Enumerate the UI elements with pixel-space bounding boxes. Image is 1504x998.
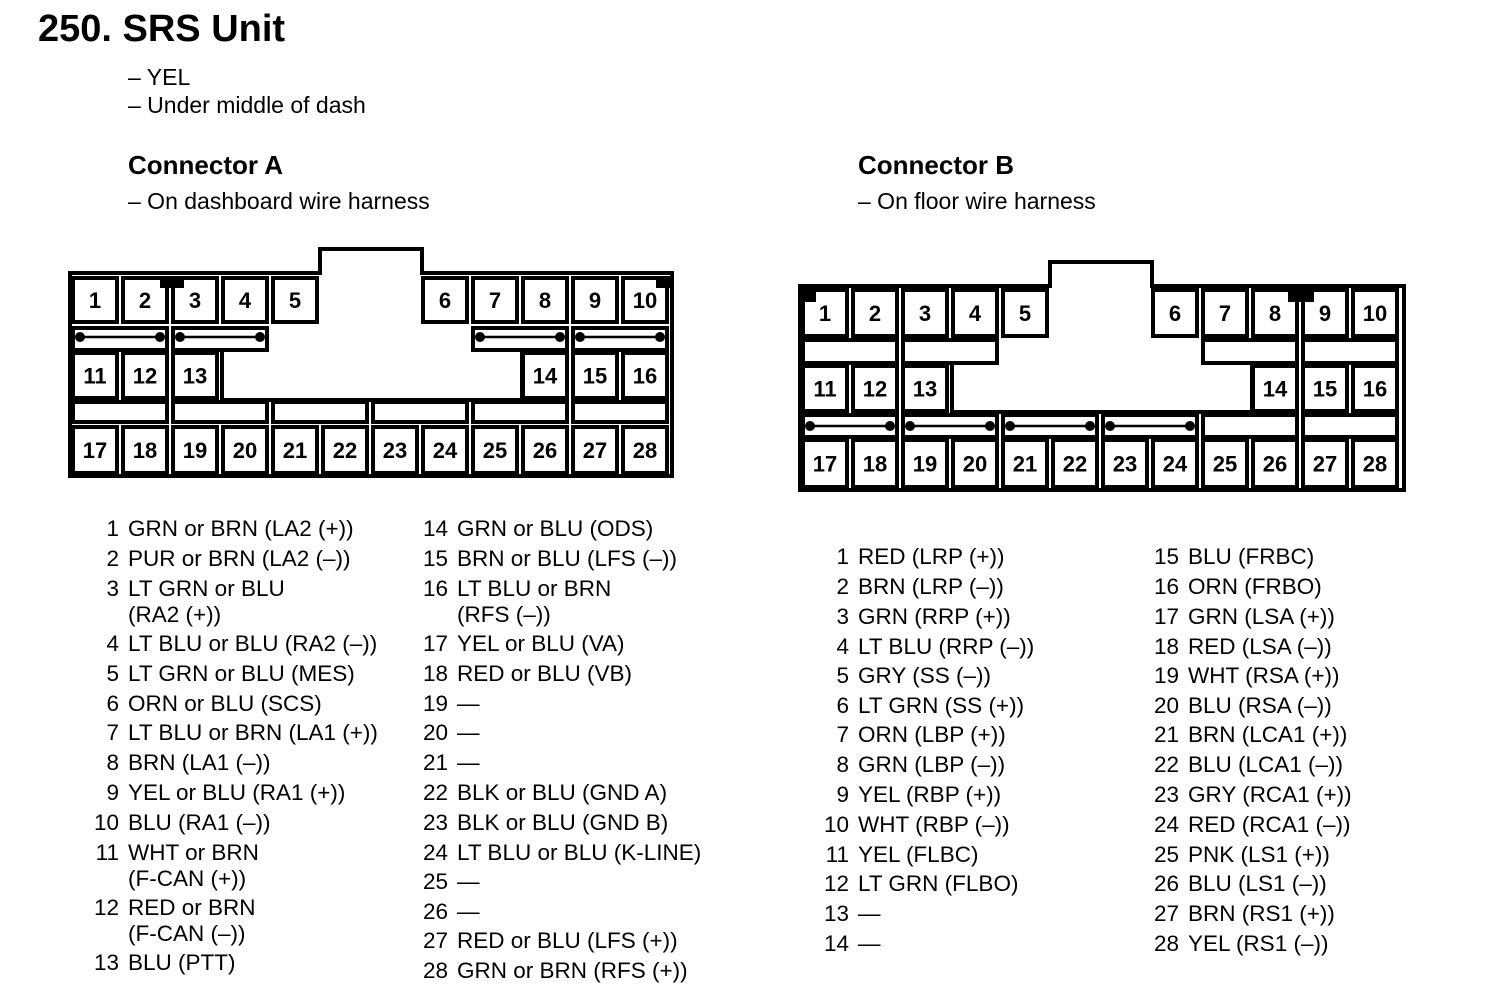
connector-a-slot [273,402,367,422]
pin-number: 20 [422,720,448,745]
pin-number: 2 [106,546,119,571]
connector-b-shorting-bar-dot [1105,421,1115,431]
connector-a-pin-13-label: 13 [182,363,208,389]
pin-number: 16 [422,576,448,601]
pin-wire-description: — [457,720,480,745]
pin-number: 2 [836,574,849,599]
connector-b-shorting-bar-dot [1085,421,1095,431]
pin-number: 28 [422,958,448,983]
connector-b-pin-18-label: 18 [862,451,888,477]
connector-a-title: Connector A [128,150,284,180]
connector-a-pin-19-label: 19 [182,438,208,463]
pin-wire-description: WHT (RBP (–)) [858,812,1010,837]
connector-b-pin-17-label: 17 [812,451,838,477]
pin-wire-description: BLU (LS1 (–)) [1188,871,1327,896]
pin-number: 26 [1153,871,1179,896]
pin-number: 20 [1153,693,1179,718]
pin-wire-description: BLK or BLU (GND B) [457,810,669,835]
connector-a-note: – On dashboard wire harness [128,188,430,214]
pin-number: 22 [422,780,448,805]
connector-a-pin-26-label: 26 [532,438,558,463]
pin-number: 19 [1153,663,1179,688]
pin-number: 9 [106,780,119,805]
connector-a-pin-5-label: 5 [288,288,302,313]
pin-wire-description: ORN (FRBO) [1188,574,1322,599]
connector-b-pin-10-label: 10 [1362,301,1388,326]
page-title: 250. SRS Unit [38,8,286,50]
connector-b-title: Connector B [858,150,1014,180]
pin-wire-description: LT BLU or BLU (K-LINE) [457,840,702,865]
pin-wire-description: YEL (RS1 (–)) [1188,931,1329,956]
pin-wire-description: GRN or BRN (LA2 (+)) [128,516,354,541]
pin-number: 7 [106,720,119,745]
pin-number: 21 [422,750,448,775]
connector-a-pin-8-label: 8 [538,288,552,313]
connector-b-pin-13-label: 13 [912,376,938,402]
connector-b-pin-3-label: 3 [918,301,932,326]
pin-wire-description: BRN (LA1 (–)) [128,750,271,775]
pin-number: 25 [1153,842,1179,867]
connector-b-slot [1303,415,1397,437]
pin-number: 10 [93,810,119,835]
connector-a-slot [473,328,567,350]
connector-a-pin-23-label: 23 [382,438,408,463]
pin-number: 9 [836,782,849,807]
connector-b-pin-8-label: 8 [1268,301,1282,326]
pin-wire-description: BRN or BLU (LFS (–)) [457,546,678,571]
unit-color-note: – YEL [128,64,191,90]
pin-number: 16 [1153,574,1179,599]
connector-b-pin-14-label: 14 [1262,376,1288,402]
connector-b-pin-20-label: 20 [962,451,988,477]
connector-a-pin-24-label: 24 [432,438,458,463]
connector-b-shorting-bar-dot [805,421,815,431]
connector-b-shorting-bar-dot [885,421,895,431]
pin-wire-description: LT GRN (SS (+)) [858,693,1025,718]
connector-b-pin-25-label: 25 [1212,451,1238,477]
pin-number: 15 [422,546,448,571]
unit-location-note: – Under middle of dash [128,92,366,118]
pin-number: 24 [1153,812,1179,837]
pin-number: 13 [823,901,849,926]
pin-wire-description: — [457,869,480,894]
connector-a-pin-10-label: 10 [632,288,658,313]
pin-wire-description: GRY (RCA1 (+)) [1188,782,1352,807]
pin-number: 4 [836,634,849,659]
pin-number: 23 [422,810,448,835]
connector-a-shorting-bar-dot [75,332,85,342]
pin-wire-description: GRN or BLU (ODS) [457,516,654,541]
connector-b-pin-7-label: 7 [1218,301,1232,326]
pin-wire-description: BLK or BLU (GND A) [457,780,668,805]
pin-number: 8 [106,750,119,775]
pin-wire-description: ORN or BLU (SCS) [128,691,322,716]
pin-wire-description: RED or BLU (VB) [457,661,633,686]
pin-number: 24 [422,840,448,865]
connector-b-pin-27-label: 27 [1312,451,1338,477]
pin-wire-description: YEL or BLU (VA) [457,631,625,656]
pin-number: 7 [836,722,849,747]
pin-number: 27 [422,928,448,953]
connector-a-slot [173,328,267,350]
pin-number: 19 [422,691,448,716]
pin-wire-description: GRN (LSA (+)) [1188,604,1335,629]
connector-a-pin-15-label: 15 [582,363,608,389]
connector-a-pin-11-label: 11 [83,363,107,389]
pin-number: 13 [93,950,119,975]
connector-a-pin-4-label: 4 [238,288,252,313]
connector-a-lock-key [656,276,670,288]
pin-number: 5 [836,663,849,688]
pin-number: 17 [422,631,448,656]
connector-a-pin-20-label: 20 [232,438,258,463]
pin-wire-description: WHT or BRN (F-CAN (+)) [128,840,259,891]
connector-a-pin-6-label: 6 [438,288,452,313]
connector-a-pin-1-label: 1 [88,288,102,313]
connector-b-pin-11-label: 11 [813,376,837,402]
connector-b-pin-28-label: 28 [1362,451,1388,477]
pin-wire-description: RED or BLU (LFS (+)) [457,928,678,953]
connector-b-pin-16-label: 16 [1362,376,1388,402]
connector-a-pin-9-label: 9 [588,288,602,313]
pin-number: 26 [422,899,448,924]
connector-b-note: – On floor wire harness [858,188,1096,214]
pin-number: 6 [836,693,849,718]
pin-number: 18 [1153,634,1179,659]
connector-b-pin-4-label: 4 [968,301,982,326]
connector-a-shorting-bar-dot [255,332,265,342]
connector-a-pin-14-label: 14 [532,363,558,389]
connector-a-shorting-bar-dot [175,332,185,342]
pin-wire-description: PUR or BRN (LA2 (–)) [128,546,351,571]
pin-number: 15 [1153,544,1179,569]
pin-number: 12 [823,871,849,896]
pin-wire-description: LT GRN (FLBO) [858,871,1019,896]
pin-wire-description: BRN (LCA1 (+)) [1188,722,1348,747]
connector-b-pin-21-label: 21 [1012,451,1038,477]
connector-a-pin-16-label: 16 [632,363,658,389]
connector-a-pin-17-label: 17 [82,438,108,463]
connector-a-pin-12-label: 12 [132,363,158,389]
connector-b-pin-2-label: 2 [868,301,882,326]
connector-a-pin-25-label: 25 [482,438,508,463]
connector-a-pin-3-label: 3 [188,288,202,313]
pin-number: 11 [825,842,849,867]
pin-number: 28 [1153,931,1179,956]
pin-wire-description: BRN (LRP (–)) [858,574,1004,599]
connector-b-slot [1203,415,1297,437]
pin-wire-description: LT BLU or BRN (LA1 (+)) [128,720,378,745]
connector-a-slot [173,402,267,422]
pin-number: 22 [1153,752,1179,777]
pin-wire-description: YEL (FLBC) [858,842,979,867]
connector-a-lock-key [160,276,184,288]
connector-b-pin-6-label: 6 [1168,301,1182,326]
connector-b-shorting-bar-dot [1005,421,1015,431]
connector-a-pin-27-label: 27 [582,438,608,463]
pin-number: 10 [823,812,849,837]
connector-a-slot [373,402,467,422]
connector-b-pin-5-label: 5 [1018,301,1032,326]
pin-number: 25 [422,869,448,894]
pin-wire-description: BLU (LCA1 (–)) [1188,752,1344,777]
connector-a-pin-18-label: 18 [132,438,158,463]
connector-b-pin-23-label: 23 [1112,451,1138,477]
pin-number: 5 [106,661,119,686]
pin-wire-description: GRN (RRP (+)) [858,604,1011,629]
pin-number: 11 [95,840,119,865]
pin-wire-description: LT GRN or BLU (RA2 (+)) [128,576,285,627]
pin-wire-description: BLU (RA1 (–)) [128,810,271,835]
pin-number: 3 [106,576,119,601]
connector-a-center-void [222,352,522,400]
pin-wire-description: GRN (LBP (–)) [858,752,1006,777]
connector-a-shorting-bar-dot [575,332,585,342]
pin-number: 1 [836,544,849,569]
pin-wire-description: LT GRN or BLU (MES) [128,661,355,686]
connector-a-shorting-bar-dot [655,332,665,342]
pin-wire-description: — [858,931,881,956]
pin-number: 17 [1153,604,1179,629]
pin-number: 4 [106,631,119,656]
pin-number: 23 [1153,782,1179,807]
pin-number: 3 [836,604,849,629]
connector-b-pin-12-label: 12 [862,376,888,402]
pin-wire-description: ORN (LBP (+)) [858,722,1006,747]
connector-b-slot [1303,340,1397,363]
pin-wire-description: BLU (PTT) [128,950,236,975]
pin-wire-description: LT BLU or BRN (RFS (–)) [457,576,612,627]
pin-wire-description: RED (LSA (–)) [1188,634,1332,659]
connector-a-pin-21-label: 21 [282,438,308,463]
connector-a-shorting-bar-dot [475,332,485,342]
connector-a-pin-28-label: 28 [632,438,658,463]
pin-wire-description: BLU (RSA (–)) [1188,693,1332,718]
pin-number: 14 [422,516,448,541]
pin-wire-description: RED (RCA1 (–)) [1188,812,1351,837]
connector-b-pin-26-label: 26 [1262,451,1288,477]
pin-number: 21 [1153,722,1179,747]
connector-a-slot [473,402,567,422]
pin-wire-description: GRN or BRN (RFS (+)) [457,958,688,983]
connector-a-pin-22-label: 22 [332,438,358,463]
pin-number: 18 [422,661,448,686]
connector-a-slot [573,328,667,350]
pin-wire-description: RED or BRN (F-CAN (–)) [128,895,256,946]
pin-wire-description: — [457,691,480,716]
pin-wire-description: WHT (RSA (+)) [1188,663,1340,688]
pin-wire-description: — [858,901,881,926]
connector-b-shorting-bar-dot [905,421,915,431]
pin-number: 27 [1153,901,1179,926]
connector-b-pin-24-label: 24 [1162,451,1188,477]
pin-wire-description: BRN (RS1 (+)) [1188,901,1335,926]
connector-b-pin-19-label: 19 [912,451,938,477]
pin-wire-description: — [457,750,480,775]
connector-b-pin-15-label: 15 [1312,376,1338,402]
pin-wire-description: YEL (RBP (+)) [858,782,1002,807]
pin-wire-description: — [457,899,480,924]
connector-a-pin-7-label: 7 [488,288,502,313]
connector-b-pin-9-label: 9 [1318,301,1332,326]
connector-a-slot [73,328,167,350]
connector-b-lock-key [800,288,816,302]
connector-b-slot [903,340,997,363]
connector-b-pin-1-label: 1 [818,301,832,326]
pin-wire-description: RED (LRP (+)) [858,544,1005,569]
connector-b-shorting-bar-dot [985,421,995,431]
pin-number: 1 [106,516,119,541]
pin-wire-description: LT BLU or BLU (RA2 (–)) [128,631,378,656]
connector-b-lock-key [1288,288,1314,302]
pin-number: 6 [106,691,119,716]
connector-a-shorting-bar-dot [155,332,165,342]
connector-a-slot [573,402,667,422]
pin-wire-description: PNK (LS1 (+)) [1188,842,1330,867]
connector-b-slot [803,340,897,363]
pin-number: 8 [836,752,849,777]
connector-b-slot [1203,340,1297,363]
pin-wire-description: YEL or BLU (RA1 (+)) [128,780,346,805]
pin-number: 14 [823,931,849,956]
pin-wire-description: GRY (SS (–)) [858,663,991,688]
connector-a-slot [73,402,167,422]
pin-number: 12 [93,895,119,920]
pin-wire-description: LT BLU (RRP (–)) [858,634,1035,659]
connector-b-pin-22-label: 22 [1062,451,1088,477]
pin-wire-description: BLU (FRBC) [1188,544,1315,569]
connector-a-pin-2-label: 2 [138,288,152,313]
connector-b-center-void [952,364,1252,412]
connector-b-shorting-bar-dot [1185,421,1195,431]
connector-a-shorting-bar-dot [555,332,565,342]
